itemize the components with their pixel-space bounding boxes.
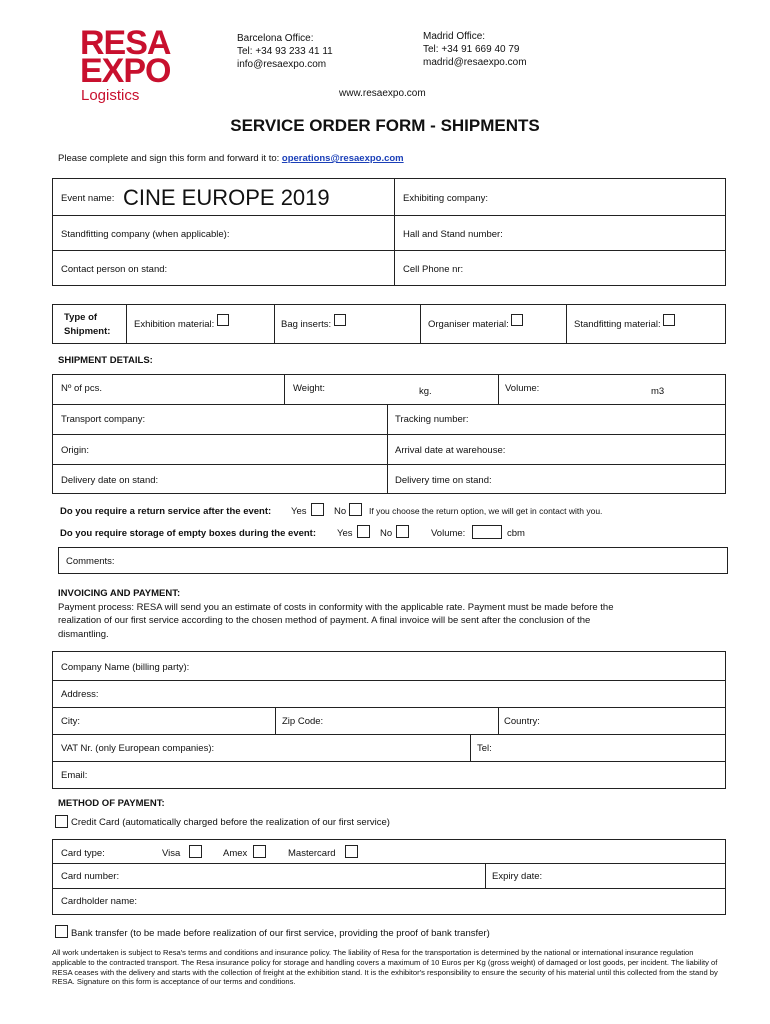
invoicing-text-1: Payment process: RESA will send you an estimate of costs in conformity with the applicable rate. Payment must be made before the <box>58 601 614 613</box>
billing-email-label: Email: <box>61 770 88 781</box>
logo-text-resa: RESA <box>80 24 171 62</box>
storage-no-label: No <box>380 528 393 539</box>
return-no-checkbox[interactable] <box>349 503 362 516</box>
billing-country-label: Country: <box>504 716 540 727</box>
return-yes-checkbox[interactable] <box>311 503 324 516</box>
standfitting-material-checkbox[interactable] <box>663 314 675 326</box>
amex-label: Amex <box>223 848 248 859</box>
event-info-box <box>52 178 726 286</box>
weight-label: Weight: <box>293 383 326 394</box>
billing-vat-label: VAT Nr. (only European companies): <box>61 743 215 754</box>
invoicing-section <box>58 587 614 641</box>
storage-yes-label: Yes <box>337 528 353 539</box>
storage-volume-label: Volume: <box>431 528 466 539</box>
madrid-tel: Tel: +34 91 669 40 79 <box>423 44 520 55</box>
invoicing-text-3: dismantling. <box>58 628 109 640</box>
madrid-email: madrid@resaexpo.com <box>423 57 527 68</box>
bag-inserts-checkbox[interactable] <box>334 314 346 326</box>
card-details-box <box>52 839 726 915</box>
weight-unit: kg. <box>419 386 432 397</box>
return-question: Do you require a return service after the event: <box>60 506 272 517</box>
exhibiting-company-label: Exhibiting company: <box>403 193 489 204</box>
amex-checkbox[interactable] <box>253 845 266 858</box>
option-bag-inserts[interactable]: Bag inserts: <box>281 319 346 330</box>
logo-text-expo: EXPO <box>80 52 171 90</box>
volume-unit: m3 <box>651 386 665 397</box>
card-type-label: Card type: <box>61 848 105 859</box>
barcelona-tel: Tel: +34 93 233 41 11 <box>237 46 333 57</box>
event-name-label: Event name: <box>61 193 115 204</box>
pcs-label: Nº of pcs. <box>61 383 102 394</box>
storage-volume-unit: cbm <box>507 528 525 539</box>
comments-field[interactable] <box>58 547 728 574</box>
intro-line <box>58 153 404 164</box>
mastercard-checkbox[interactable] <box>345 845 358 858</box>
barcelona-title: Barcelona Office: <box>237 33 314 44</box>
storage-yes-checkbox[interactable] <box>357 525 370 538</box>
option-organiser-material[interactable]: Organiser material: <box>428 319 523 330</box>
madrid-title: Madrid Office: <box>423 31 486 42</box>
bank-transfer-label: Bank transfer (to be made before realization of our first service, providing the proof of bank transfer) <box>71 928 490 939</box>
mastercard-label: Mastercard <box>288 848 336 859</box>
shipment-details-box <box>52 374 726 494</box>
barcelona-email: info@resaexpo.com <box>237 59 327 70</box>
exhibition-material-checkbox[interactable] <box>217 314 229 326</box>
logo-text-logistics: Logistics <box>81 87 140 104</box>
comments-label: Comments: <box>66 556 115 567</box>
standfitting-company-label: Standfitting company (when applicable): <box>61 229 230 240</box>
card-number-label: Card number: <box>61 871 120 882</box>
credit-card-checkbox[interactable] <box>55 815 68 828</box>
storage-question: Do you require storage of empty boxes during the event: <box>60 528 317 539</box>
invoicing-text-2: realization of our first service according to the chosen method of payment. A final invoice will be sent after the conclusion of the <box>58 615 591 626</box>
delivery-date-label: Delivery date on stand: <box>61 475 159 486</box>
tracking-number-label: Tracking number: <box>395 414 469 425</box>
payment-heading: METHOD OF PAYMENT: <box>58 798 165 809</box>
storage-no-checkbox[interactable] <box>396 525 409 538</box>
return-note: If you choose the return option, we will get in contact with you. <box>369 506 603 516</box>
hall-stand-label: Hall and Stand number: <box>403 229 503 240</box>
expiry-date-label: Expiry date: <box>492 871 543 882</box>
operations-email-link[interactable]: operations@resaexpo.com <box>281 153 404 164</box>
shipment-type-label: Type of Shipment: <box>64 312 111 337</box>
terms-footer: All work undertaken is subject to Resa's terms and conditions and insurance policy. The liability of Resa for the transportation is determined by the national or international insurance regulation applicable to the contracted transport. The Resa insurance policy for storage and handling covers a maximum of 10 Euros per Kg (gross weight) of damaged or lost goods, per incident. The liability of RESA ceases with the delivery and starts with the collection of freight at the exhibition stand. It is the exhibitor's responsibility to ensure the security of his material until this collected from the stand by RESA. Signature on this form is acceptance of our terms and conditions. <box>52 948 718 987</box>
billing-company-label: Company Name (billing party): <box>61 662 190 673</box>
visa-checkbox[interactable] <box>189 845 202 858</box>
bank-transfer-checkbox[interactable] <box>55 925 68 938</box>
volume-label: Volume: <box>505 383 540 394</box>
billing-zip-label: Zip Code: <box>282 716 324 727</box>
event-name-value[interactable]: CINE EUROPE 2019 <box>123 185 330 210</box>
billing-tel-label: Tel: <box>477 743 492 754</box>
cardholder-name-label: Cardholder name: <box>61 896 138 907</box>
billing-box <box>52 651 726 789</box>
credit-card-label: Credit Card (automatically charged before the realization of our first service) <box>71 817 390 828</box>
website[interactable]: www.resaexpo.com <box>339 88 426 99</box>
arrival-date-label: Arrival date at warehouse: <box>395 445 506 456</box>
shipment-type-box <box>52 304 726 344</box>
return-no-label: No <box>334 506 347 517</box>
delivery-time-label: Delivery time on stand: <box>395 475 492 486</box>
option-exhibition-material[interactable]: Exhibition material: <box>134 319 229 330</box>
return-yes-label: Yes <box>291 506 307 517</box>
billing-city-label: City: <box>61 716 80 727</box>
transport-company-label: Transport company: <box>61 414 146 425</box>
cell-phone-label: Cell Phone nr: <box>403 264 464 275</box>
shipment-details-heading: SHIPMENT DETAILS: <box>58 355 153 366</box>
storage-volume-input[interactable] <box>472 525 502 539</box>
madrid-office <box>423 30 527 69</box>
origin-label: Origin: <box>61 445 89 456</box>
billing-address-label: Address: <box>61 689 99 700</box>
intro-text: Please complete and sign this form and forward it to: <box>58 153 280 164</box>
page-title: SERVICE ORDER FORM - SHIPMENTS <box>230 116 540 135</box>
organiser-material-checkbox[interactable] <box>511 314 523 326</box>
visa-label: Visa <box>162 848 181 859</box>
invoicing-heading: INVOICING AND PAYMENT: <box>58 588 181 599</box>
barcelona-office <box>237 32 333 71</box>
contact-person-label: Contact person on stand: <box>61 264 168 275</box>
option-standfitting-material[interactable]: Standfitting material: <box>574 319 675 330</box>
